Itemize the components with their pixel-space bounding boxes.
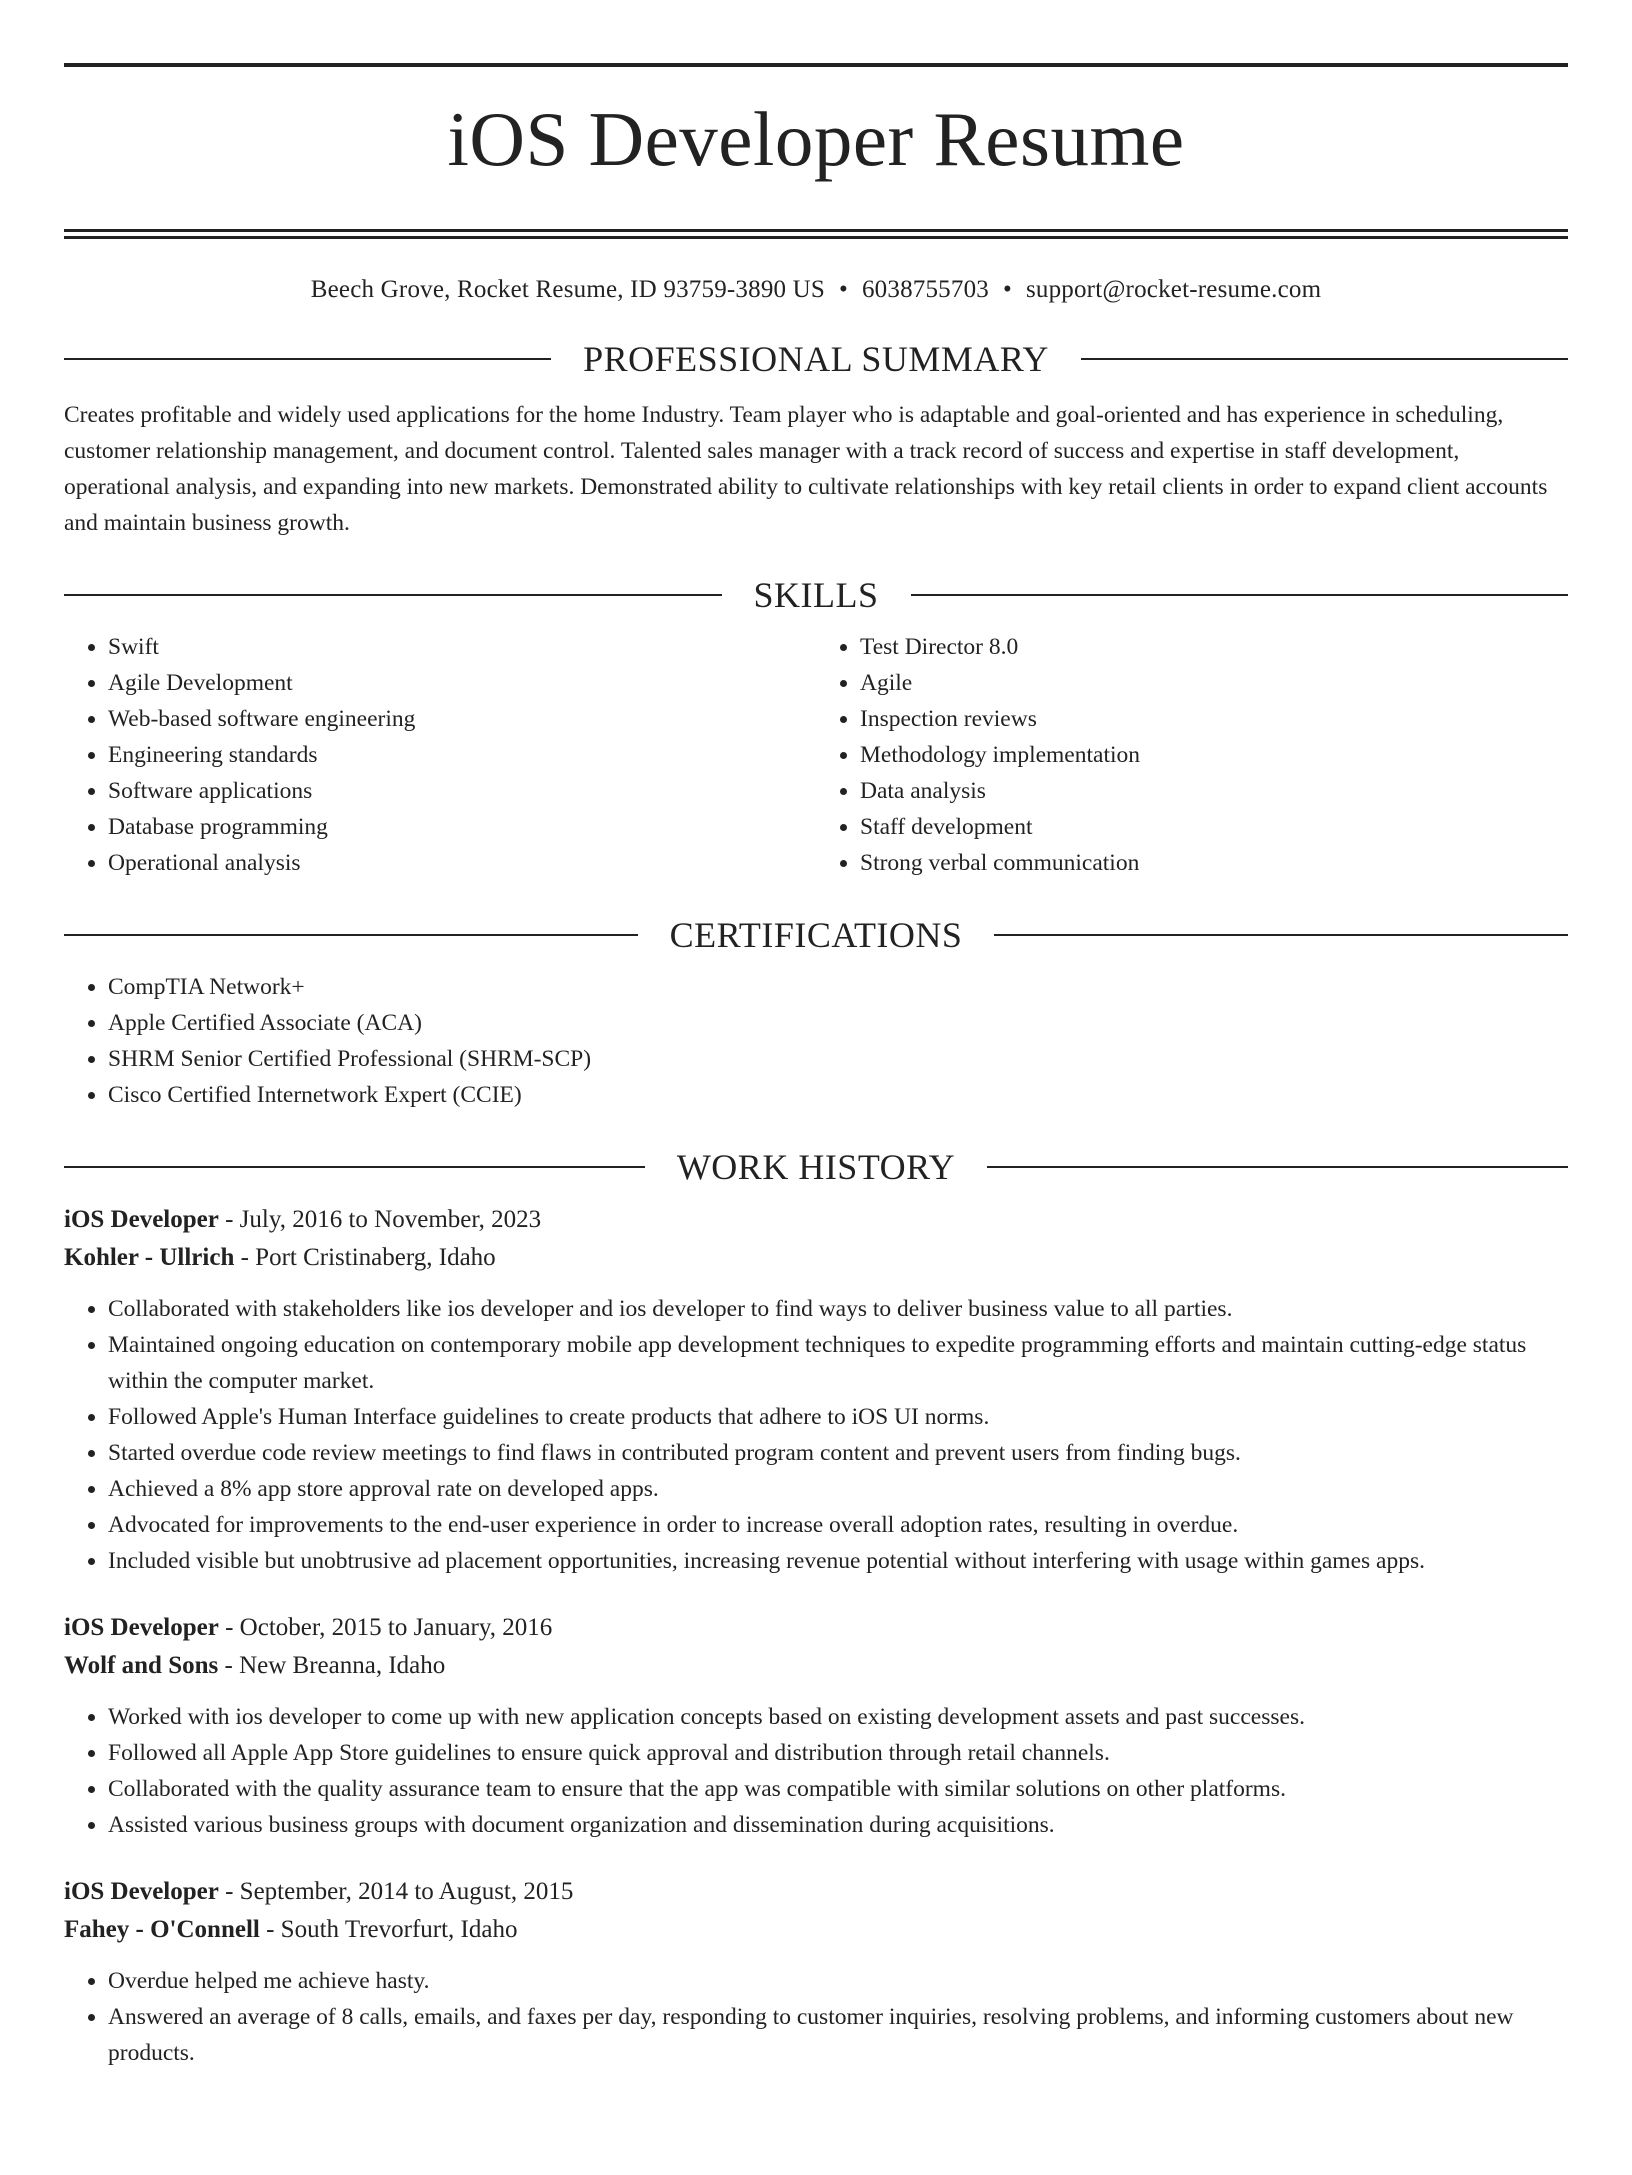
job-bullet: • Started overdue code review meetings to find flaws in contributed program content and prevent users from finding bugs. bbox=[108, 1435, 1568, 1471]
skills-list-left bbox=[64, 629, 816, 881]
job-company-line bbox=[64, 1647, 1568, 1685]
job-bullet: • Worked with ios developer to come up with new application concepts based on existing development assets and past successes. bbox=[108, 1699, 1568, 1735]
skill-item: • Operational analysis bbox=[108, 845, 816, 881]
page-title: iOS Developer Resume bbox=[447, 96, 1185, 182]
job-bullets bbox=[64, 1963, 1568, 2071]
job-entry bbox=[64, 1201, 1568, 1579]
contact-phone: 6038755703 bbox=[861, 275, 989, 303]
skill-item: • Staff development bbox=[860, 809, 1568, 845]
section-rule-left bbox=[64, 358, 551, 360]
section-rule-left bbox=[64, 1166, 645, 1168]
contact-separator: • bbox=[839, 275, 848, 303]
section-header-certifications bbox=[64, 913, 1568, 957]
skill-item: • Test Director 8.0 bbox=[860, 629, 1568, 665]
job-bullet: • Included visible but unobtrusive ad placement opportunities, increasing revenue potential without interfering with usage within games apps. bbox=[108, 1543, 1568, 1579]
certification-item: • SHRM Senior Certified Professional (SHRM-SCP) bbox=[108, 1041, 1568, 1077]
section-rule-right bbox=[987, 1166, 1568, 1168]
section-header-summary bbox=[64, 337, 1568, 381]
job-bullet: • Collaborated with stakeholders like ios developer and ios developer to find ways to deliver business value to all parties. bbox=[108, 1291, 1568, 1327]
job-bullet: • Maintained ongoing education on contemporary mobile app development techniques to expedite programming efforts and maintain cutting-edge status within the computer market. bbox=[108, 1327, 1568, 1399]
job-company: Wolf and Sons bbox=[64, 1651, 219, 1679]
skills-list-right bbox=[816, 629, 1568, 881]
contact-line bbox=[64, 275, 1568, 305]
section-header-work-history bbox=[64, 1145, 1568, 1189]
skill-item: • Swift bbox=[108, 629, 816, 665]
job-title-line bbox=[64, 1609, 1568, 1647]
skill-item: • Strong verbal communication bbox=[860, 845, 1568, 881]
job-bullet: • Followed Apple's Human Interface guidelines to create products that adhere to iOS UI norms. bbox=[108, 1399, 1568, 1435]
job-dates: - July, 2016 to November, 2023 bbox=[218, 1205, 542, 1233]
section-rule-right bbox=[911, 594, 1569, 596]
skill-item: • Database programming bbox=[108, 809, 816, 845]
section-title: SKILLS bbox=[753, 574, 879, 615]
skill-item: • Data analysis bbox=[860, 773, 1568, 809]
section-title: WORK HISTORY bbox=[676, 1146, 956, 1187]
job-bullet: • Achieved a 8% app store approval rate on developed apps. bbox=[108, 1471, 1568, 1507]
job-bullet: • Assisted various business groups with document organization and dissemination during acquisitions. bbox=[108, 1807, 1568, 1843]
contact-email: support@rocket-resume.com bbox=[1025, 275, 1322, 303]
job-bullet: • Overdue helped me achieve hasty. bbox=[108, 1963, 1568, 1999]
certification-item: • Cisco Certified Internetwork Expert (CCIE) bbox=[108, 1077, 1568, 1113]
skill-item: • Web-based software engineering bbox=[108, 701, 816, 737]
top-rule bbox=[64, 63, 1568, 67]
section-rule-right bbox=[1081, 358, 1568, 360]
job-entry bbox=[64, 1609, 1568, 1843]
summary-text: Creates profitable and widely used applications for the home Industry. Team player who is adaptable and goal-oriented and has experience in scheduling, customer relationship management, and document control. Talented sales manager with a track record of success and expertise in staff development, operational analysis, and expanding into new markets. Demonstrated ability to cultivate relationships with key retail clients in order to expand client accounts and maintain business growth. bbox=[64, 401, 1548, 536]
job-location: - New Breanna, Idaho bbox=[218, 1651, 446, 1679]
job-title-line bbox=[64, 1873, 1568, 1911]
section-rule-left bbox=[64, 594, 722, 596]
section-rule-right bbox=[994, 934, 1568, 936]
job-company-line bbox=[64, 1911, 1568, 1949]
job-title-line bbox=[64, 1201, 1568, 1239]
section-title: PROFESSIONAL SUMMARY bbox=[583, 338, 1049, 379]
job-title: iOS Developer bbox=[64, 1613, 219, 1641]
job-bullets bbox=[64, 1291, 1568, 1579]
job-bullets bbox=[64, 1699, 1568, 1843]
certification-item: • CompTIA Network+ bbox=[108, 969, 1568, 1005]
section-rule-left bbox=[64, 934, 638, 936]
section-title: CERTIFICATIONS bbox=[669, 914, 963, 955]
job-bullet: • Advocated for improvements to the end-user experience in order to increase overall adoption rates, resulting in overdue. bbox=[108, 1507, 1568, 1543]
job-company: Fahey - O'Connell bbox=[64, 1915, 260, 1943]
job-title: iOS Developer bbox=[64, 1205, 219, 1233]
skill-item: • Software applications bbox=[108, 773, 816, 809]
job-entry bbox=[64, 1873, 1568, 2071]
certification-item: • Apple Certified Associate (ACA) bbox=[108, 1005, 1568, 1041]
job-bullet: • Followed all Apple App Store guidelines to ensure quick approval and distribution through retail channels. bbox=[108, 1735, 1568, 1771]
certifications-list bbox=[64, 969, 1568, 1113]
job-dates: - October, 2015 to January, 2016 bbox=[218, 1613, 553, 1641]
job-company: Kohler - Ullrich bbox=[64, 1243, 235, 1271]
contact-address: Beech Grove, Rocket Resume, ID 93759-3890 US bbox=[310, 275, 826, 303]
job-location: - Port Cristinaberg, Idaho bbox=[234, 1243, 496, 1271]
skill-item: • Inspection reviews bbox=[860, 701, 1568, 737]
skill-item: • Methodology implementation bbox=[860, 737, 1568, 773]
skill-item: • Engineering standards bbox=[108, 737, 816, 773]
skill-item: • Agile Development bbox=[108, 665, 816, 701]
contact-separator: • bbox=[1002, 275, 1012, 303]
resume-page bbox=[0, 63, 1632, 2175]
skill-item: • Agile bbox=[860, 665, 1568, 701]
skills-columns bbox=[64, 629, 1568, 881]
job-company-line bbox=[64, 1239, 1568, 1277]
job-dates: - September, 2014 to August, 2015 bbox=[218, 1877, 574, 1905]
job-location: - South Trevorfurt, Idaho bbox=[259, 1915, 518, 1943]
job-title: iOS Developer bbox=[64, 1877, 219, 1905]
job-bullet: • Collaborated with the quality assurance team to ensure that the app was compatible with similar solutions on other platforms. bbox=[108, 1771, 1568, 1807]
section-header-skills bbox=[64, 573, 1568, 617]
title-double-rule bbox=[64, 229, 1568, 239]
job-bullet: • Answered an average of 8 calls, emails, and faxes per day, responding to customer inquiries, resolving problems, and informing customers about new products. bbox=[108, 1999, 1568, 2071]
